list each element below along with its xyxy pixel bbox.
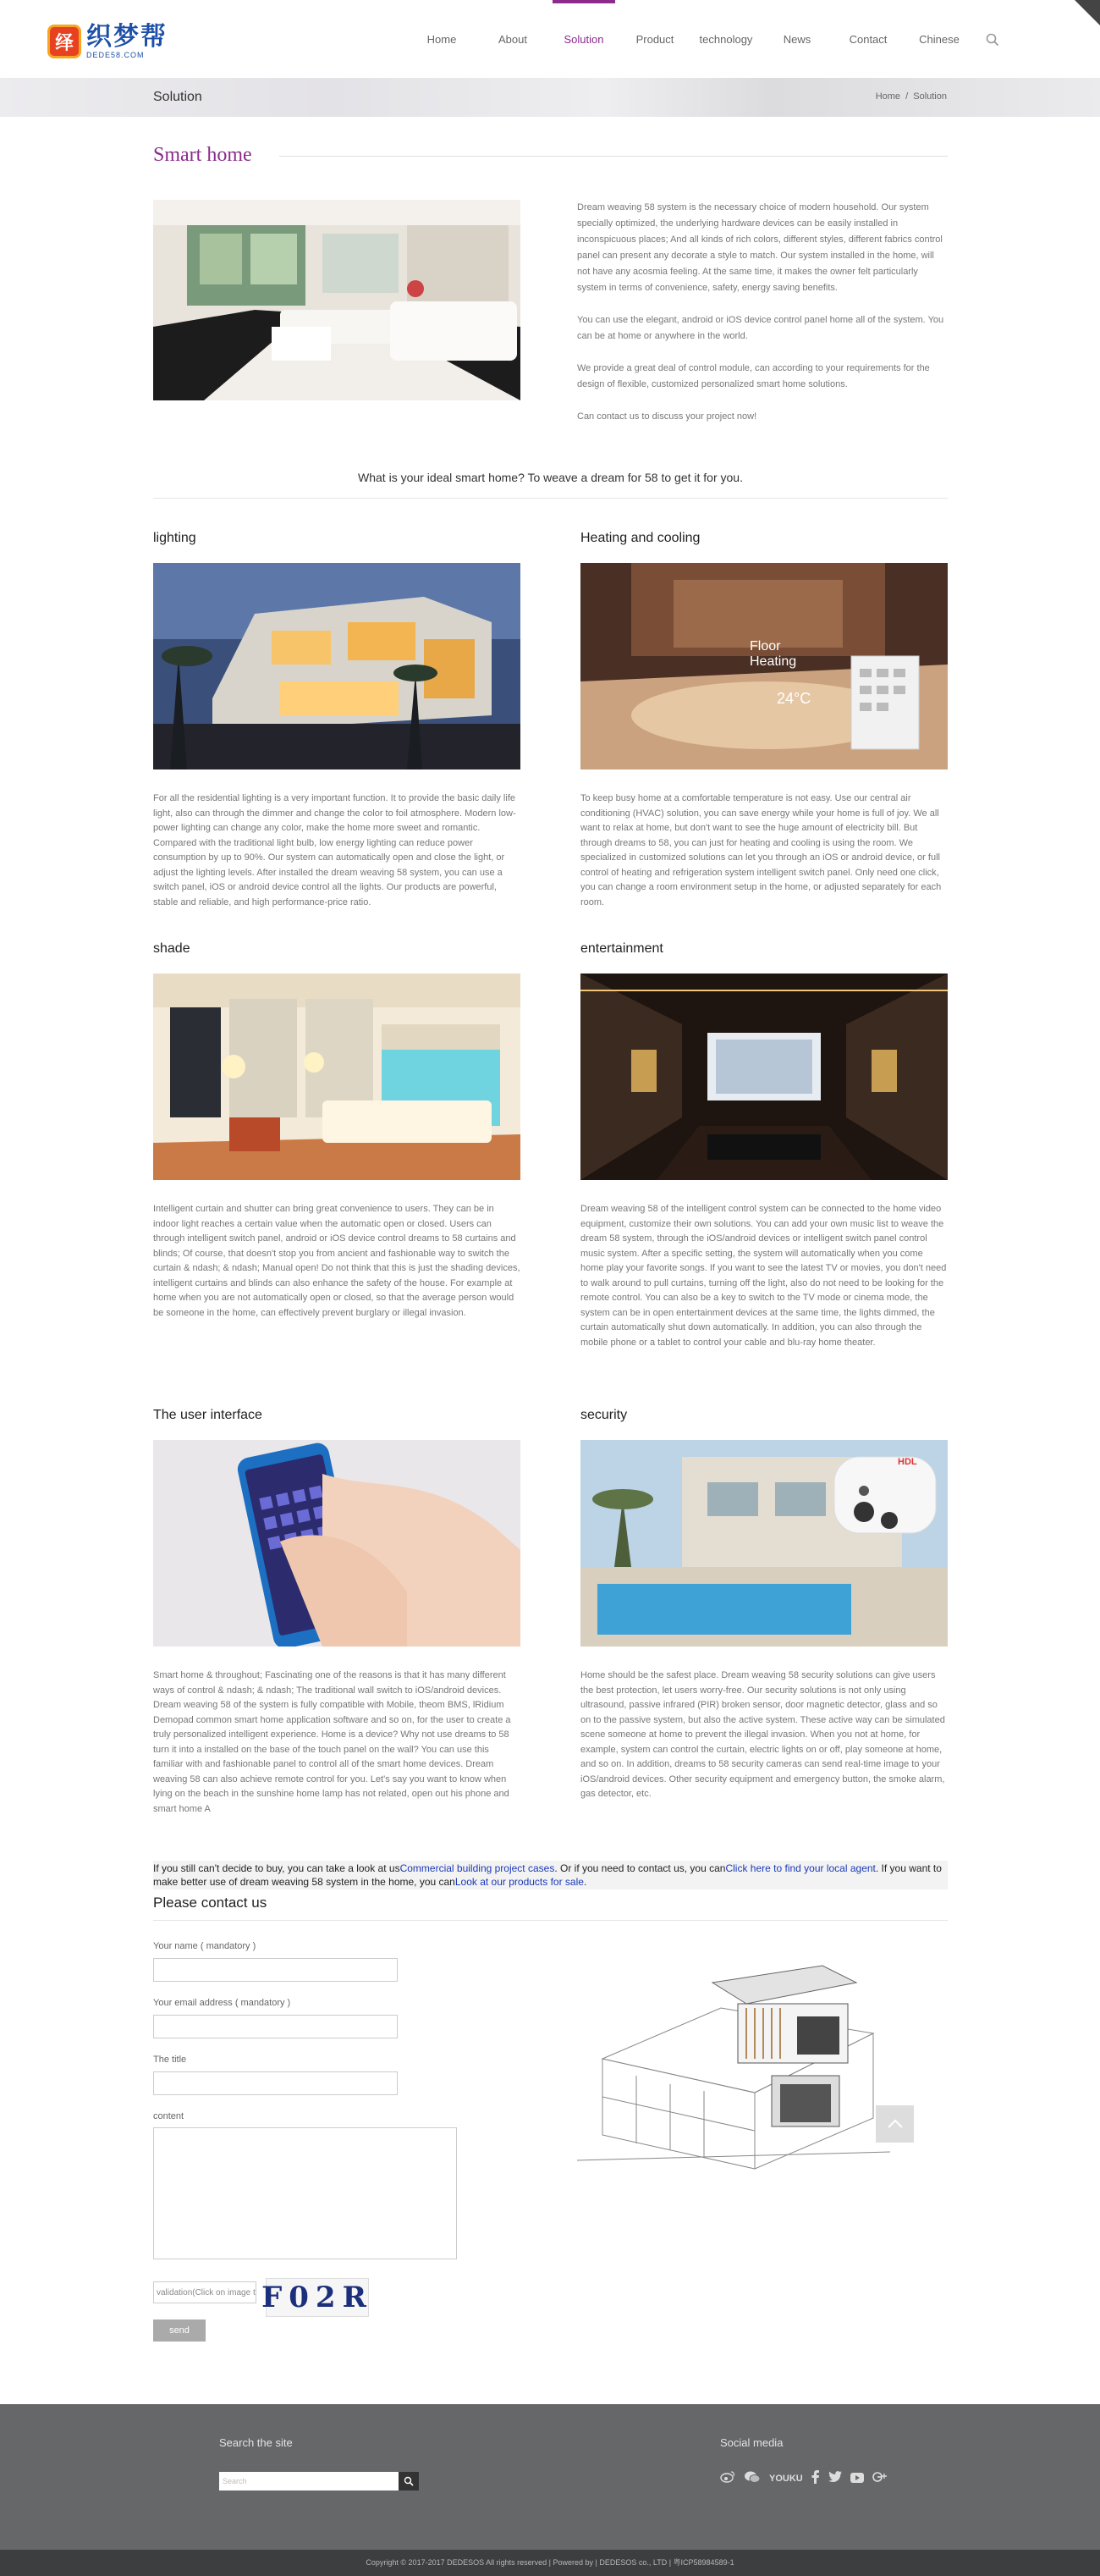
video-icon[interactable]	[850, 2472, 864, 2485]
nav-news[interactable]: News	[783, 32, 811, 46]
twitter-icon[interactable]	[828, 2471, 842, 2485]
feature-heating-cooling	[580, 531, 948, 910]
logo-name-en: DEDE58.COM	[86, 51, 145, 59]
feature-entertainment	[580, 941, 948, 1350]
google-plus-icon[interactable]	[872, 2471, 888, 2485]
overlay-line-1: Floor	[750, 639, 781, 654]
name-label: Your name ( mandatory )	[153, 1941, 256, 1951]
feature-text: For all the residential lighting is a very important function. It to provide the basic daily life light, also can through the dimmer and change the color to foil atmosphere. Modern low-power lighting can change any color, make the home more sweet and romantic. Compared with the traditional light bulb, low energy lighting can reduce power consumption by up to 90%. Our system can automatically open and close the light, or adjust the lighting levels. After installed the dream weaving 58 system, you can use a switch panel, iOS or android device control all the lights. Our products are powerful, stable and reliable, and high performance-price ratio.	[153, 793, 516, 907]
intro-paragraph-2: You can use the elegant, android or iOS device control panel home all of the system. You can be at home or anywhere in the world.	[577, 315, 944, 341]
title-divider	[279, 156, 948, 157]
logo-mark: 绎	[47, 25, 81, 58]
main-nav	[406, 0, 975, 78]
banner-title: Solution	[153, 90, 202, 104]
name-input[interactable]	[153, 1958, 398, 1982]
breadcrumb-separator: /	[905, 91, 909, 102]
feature-text: To keep busy home at a comfortable temperature is not easy. Use our central air conditioning (HVAC) solution, you can save energy while your home is full of joy. We all want to relax at home, but don't want to see the huge amount of electricity bill. But through dreams to 58, you can just for heating and cooling is using the room. We specialized in customized solutions can let you through an iOS or android device, or full control of heating and refrigeration system intelligent switch panel. Only need one click, you can change a room environment setup in the home, or adjusted separately for each room.	[580, 793, 942, 907]
wechat-icon[interactable]	[744, 2470, 761, 2486]
intro-paragraph-4: Can contact us to discuss your project now!	[577, 411, 757, 422]
feature-security	[580, 1408, 948, 1802]
feature-text: Dream weaving 58 of the intelligent control system can be connected to the home video equipment, customize their own solutions. You can add your own music list to weave the dream 58 system, through the iOS/android devices or intelligent switch panel control music system. After a specific setting, the system will automatically when you come home play your favorite songs. If you want to see the latest TV or movies, you don't need to walk around to pull curtains, turning off the light, also do not need to be looking for the remote control. You can also be a key to switch to the TV mode or cinema mode, the system can be in open entertainment devices at the same time, the lights dimmed, the curtain automatically shut down automatically. In addition, you can also through the mobile phone or a tablet to control your cable and blu-ray home theater.	[580, 1204, 947, 1348]
captcha-input[interactable]: validation(Click on image t	[153, 2281, 256, 2303]
breadcrumb-home[interactable]: Home	[875, 91, 901, 102]
nav-solution[interactable]: Solution	[548, 0, 619, 78]
back-to-top-button[interactable]	[876, 2105, 914, 2143]
tagline: What is your ideal smart home? To weave a dream for 58 to get it for you.	[358, 471, 743, 484]
home-theater-photo	[580, 974, 948, 1180]
living-room-photo	[153, 200, 520, 400]
social-links	[720, 2470, 888, 2486]
facebook-icon[interactable]	[811, 2470, 820, 2486]
notice-text-2: . Or if you need to contact us, you can	[554, 1862, 726, 1874]
site-footer	[0, 2404, 1100, 2550]
intro-paragraph-3: We provide a great deal of control module, can according to your requirements for the design of flexible, customized personalized smart home solutions.	[577, 363, 930, 389]
email-input[interactable]	[153, 2015, 398, 2038]
title-label: The title	[153, 2055, 187, 2065]
nav-about[interactable]: About	[498, 32, 527, 46]
contact-divider	[153, 1920, 948, 1921]
logo-text	[86, 24, 168, 59]
feature-title: security	[580, 1408, 628, 1422]
breadcrumb-current: Solution	[913, 91, 947, 102]
intro-paragraph-1: Dream weaving 58 system is the necessary choice of modern household. Our system specially optimized, the underlying hardware devices can be easily installed in inconspicuous places; And all kinds of rich colors, different styles, different fabrics control panel can present any decorate a style to match. Our system installed in the home, will not have any acosmia feeling. At the same time, it makes the owner felt particularly system in terms of convenience, safety, energy saving benefits.	[577, 202, 943, 293]
nav-technology[interactable]: technology	[699, 32, 753, 46]
camera-brand-logo: HDL	[898, 1457, 917, 1467]
footer-search-button[interactable]	[399, 2472, 419, 2491]
shade-photo	[153, 974, 520, 1180]
feature-title: lighting	[153, 531, 196, 545]
breadcrumb	[876, 91, 947, 102]
lighting-photo	[153, 563, 520, 769]
tagline-divider	[153, 498, 948, 499]
footer-search-input[interactable]: Search	[219, 2472, 399, 2491]
nav-product[interactable]: Product	[635, 32, 674, 46]
temperature-overlay: 24°C	[777, 690, 811, 707]
feature-text: Smart home & throughout; Fascinating one of the reasons is that it has many different ways of control & ndash; & ndash; The traditional wall switch to iOS/android devices. Dream weaving 58 of the system is fully compatible with Mobile, theom BMS, lRidium Demopad common smart home application software and so on, for the user to create a truly personalized intelligent experience. Home is a device? Why not use dreams to 58 turn it into a installed on the base of the touch panel on the wall? You can use this familiar with and fashionable panel to control all of the smart home devices. Dream weaving 58 can also achieve remote control for you. Let's say you want to know when lying on the beach in the sunshine home lamp has not related, open out his phone and smart home A	[153, 1670, 511, 1814]
footer-social-title: Social media	[720, 2436, 784, 2449]
security-photo	[580, 1440, 948, 1647]
nav-chinese[interactable]: Chinese	[919, 32, 960, 46]
search-icon[interactable]	[985, 32, 1000, 47]
notice-text-3: . If you want to make better use of dream weaving 58 system in the home, you can	[153, 1862, 942, 1888]
nav-contact[interactable]: Contact	[849, 32, 888, 46]
floor-heating-overlay	[750, 639, 796, 670]
local-agent-link[interactable]: Click here to find your local agent	[725, 1862, 876, 1874]
heating-photo	[580, 563, 948, 769]
captcha-image[interactable]: F02R	[266, 2278, 369, 2317]
search-icon	[404, 2476, 414, 2486]
intro-text	[577, 200, 948, 441]
overlay-line-2: Heating	[750, 654, 797, 669]
feature-title: shade	[153, 941, 190, 956]
footer-search-title: Search the site	[219, 2436, 293, 2449]
house-sketch-image	[569, 1957, 907, 2177]
page-title: Smart home	[153, 144, 252, 166]
youku-icon[interactable]: YOUKU	[769, 2473, 803, 2484]
feature-user-interface	[153, 1408, 520, 1817]
content-textarea[interactable]	[153, 2127, 457, 2259]
weibo-icon[interactable]	[720, 2471, 735, 2485]
purchase-notice	[153, 1861, 948, 1889]
title-input[interactable]	[153, 2071, 398, 2095]
feature-lighting	[153, 531, 520, 910]
feature-title: Heating and cooling	[580, 531, 701, 545]
project-cases-link[interactable]: Commercial building project cases	[399, 1862, 555, 1874]
feature-title: The user interface	[153, 1408, 262, 1422]
logo-name-cn: 织梦帮	[86, 22, 168, 52]
chevron-up-icon	[887, 2119, 904, 2129]
nav-home[interactable]: Home	[426, 32, 457, 46]
feature-text: Home should be the safest place. Dream weaving 58 security solutions can give users the best protection, let users worry-free. Our security solutions is not only using ultrasound, passive infrared (PIR) broken sensor, door magnetic detector, glass and so on to the passive system, but also the active system. These active way can be simulated scene someone at home to prevent the illegal invasion. When you not at home, for example, system can control the curtain, electric lights on or off, play someone at home, and so on. In addition, dreams to 58 security cameras can send real-time image to your iOS/android devices. Other security equipment and emergency button, the smoke alarm, gas detector, etc.	[580, 1670, 945, 1799]
site-logo[interactable]	[47, 24, 168, 59]
contact-title: Please contact us	[153, 1895, 267, 1911]
copyright-bar: Copyright © 2017-2017 DEDESOS All rights reserved | Powered by | DEDESOS co., LTD | 粤ICP58984589-1	[0, 2550, 1100, 2576]
content-label: content	[153, 2111, 184, 2121]
feature-text: Intelligent curtain and shutter can bring great convenience to users. They can be in indoor light reaches a certain value when the automatic open or closed. Users can through intelligent switch panel, android or iOS device control dreams to 58 curtains and blinds; Of course, that doesn't stop you from ancient and fashionable way to switch the curtain & ndash; & ndash; Manual open! Do not think that this is just the shading devices, intelligent curtains and blinds can also enhance the safety of the house. For example at home when you are not automatically open or closed, so that the average person would be someone in the home, can effectively prevent burglary or illegal invasion.	[153, 1204, 520, 1318]
notice-text-4: .	[583, 1876, 587, 1888]
site-header	[0, 0, 1100, 78]
corner-ribbon	[1075, 0, 1100, 25]
smartphone-photo	[153, 1440, 520, 1647]
feature-title: entertainment	[580, 941, 663, 956]
page-banner	[0, 78, 1100, 117]
products-link[interactable]: Look at our products for sale	[454, 1876, 584, 1888]
send-button[interactable]: send	[153, 2320, 206, 2342]
feature-shade	[153, 941, 520, 1321]
notice-text-1: If you still can't decide to buy, you can take a look at us	[153, 1862, 400, 1874]
email-label: Your email address ( mandatory )	[153, 1998, 291, 2008]
